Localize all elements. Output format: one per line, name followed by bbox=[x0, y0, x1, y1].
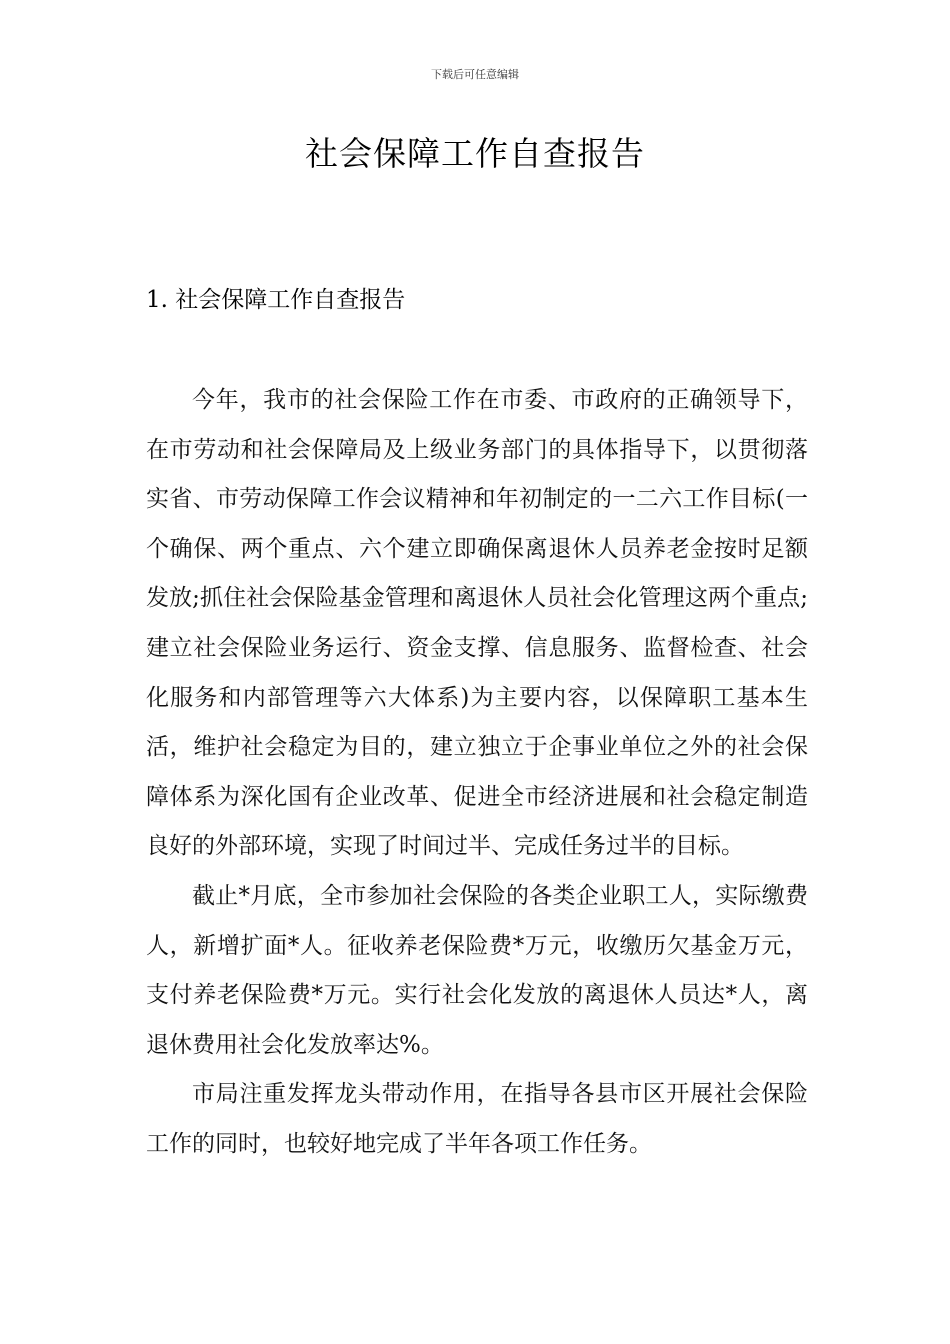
paragraph-1: 今年，我市的社会保险工作在市委、市政府的正确领导下，在市劳动和社会保障局及上级业务部门的具体指导下，以贯彻落实省、市劳动保障工作会议精神和年初制定的一二六工作目标(一个确保、两个重点、六个建立即确保离退休人员养老金按时足额发放;抓住社会保险基金管理和离退休人员社会化管理这两个重点;建立社会保险业务运行、资金支撑、信息服务、监督检查、社会化服务和内部管理等六大体系)为主要内容，以保障职工基本生活，维护社会稳定为目的，建立独立于企事业单位之外的社会保障体系为深化国有企业改革、促进全市经济进展和社会稳定制造良好的外部环境，实现了时间过半、完成任务过半的目标。 bbox=[146, 387, 808, 860]
section-heading: 1. 社会保障工作自查报告 bbox=[146, 287, 406, 313]
header-note: 下载后可任意编辑 bbox=[431, 68, 519, 81]
document-title: 社会保障工作自查报告 bbox=[305, 134, 645, 173]
paragraph-3: 市局注重发挥龙头带动作用，在指导各县市区开展社会保险工作的同时，也较好地完成了半年各项工作任务。 bbox=[146, 1081, 808, 1157]
document-body bbox=[146, 376, 808, 1170]
paragraph-2: 截止*月底，全市参加社会保险的各类企业职工人，实际缴费人，新增扩面*人。征收养老保险费*万元，收缴历欠基金万元，支付养老保险费*万元。实行社会化发放的离退休人员达*人，离退休费用社会化发放率达%。 bbox=[146, 882, 808, 1058]
